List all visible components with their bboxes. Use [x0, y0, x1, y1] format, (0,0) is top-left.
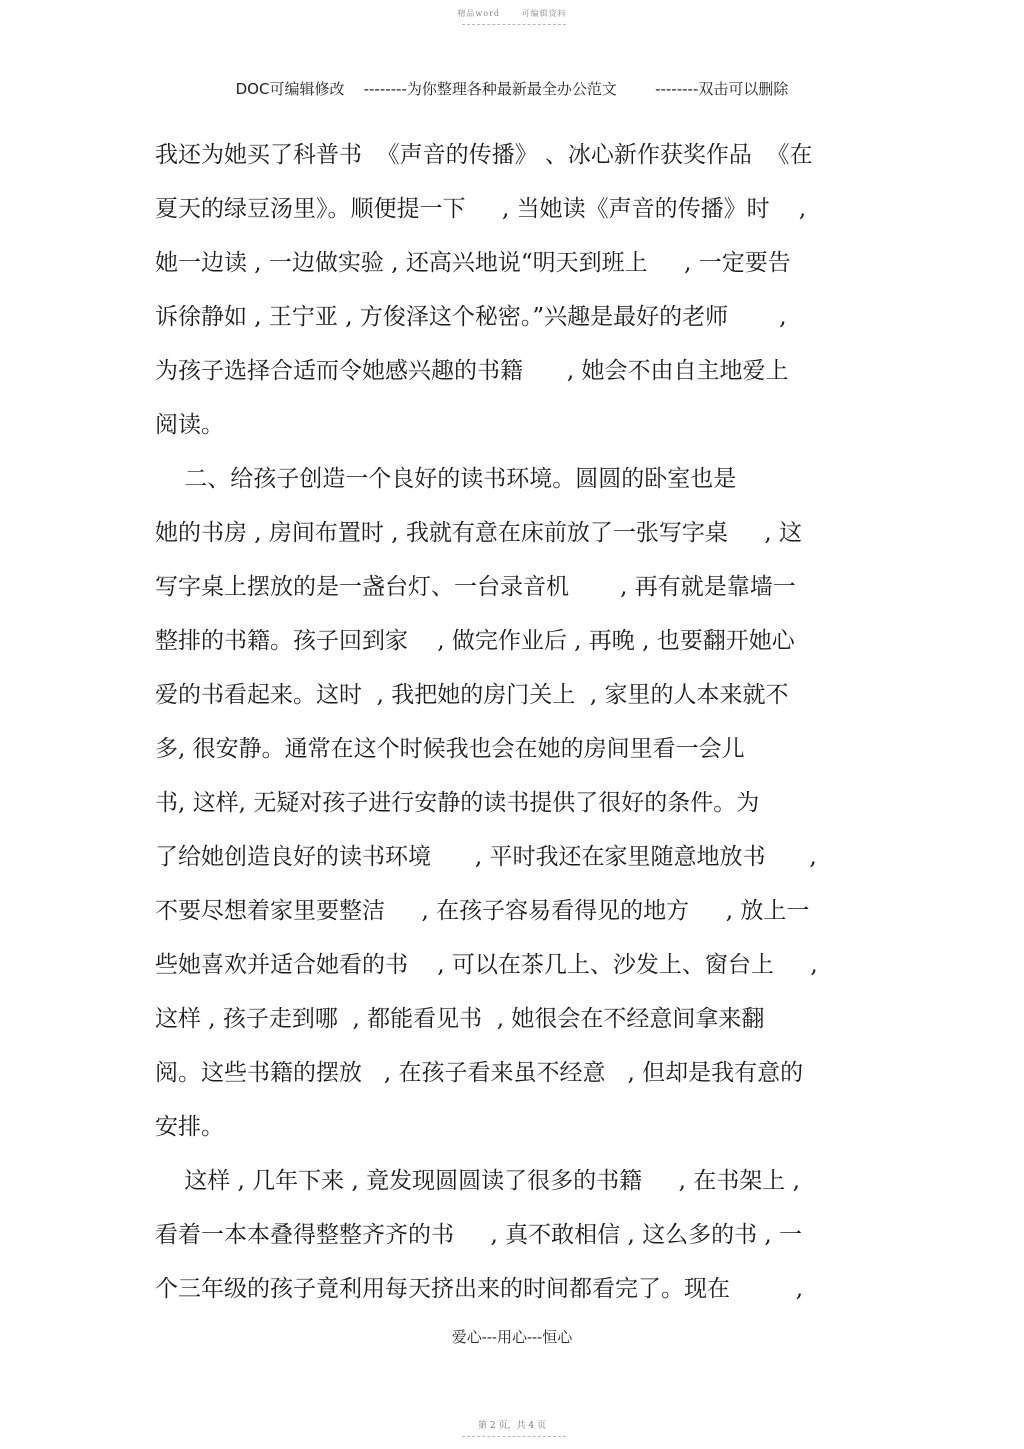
doc-banner	[0, 78, 1024, 99]
body-line: 诉徐静如 , 王宁亚 , 方俊泽这个秘密。”兴趣是最好的老师 ,	[155, 304, 787, 330]
banner-part-3: --------双击可以删除	[655, 80, 789, 98]
banner-part-2: --------为你整理各种最新最全办公范文	[363, 80, 617, 98]
watermark-left: 精品word	[457, 9, 501, 18]
watermark-right: 可编辑资料	[521, 9, 567, 18]
document-body	[155, 128, 875, 1316]
body-line: 二、给孩子创造一个良好的读书环境。圆圆的卧室也是	[155, 466, 737, 492]
body-line: 阅读。	[155, 412, 224, 438]
bottom-dashed-divider	[462, 1436, 566, 1437]
body-line: 为孩子选择合适而令她感兴趣的书籍 , 她会不由自主地爱上	[155, 358, 789, 384]
body-line: 多, 很安静。通常在这个时候我也会在她的房间里看一会儿	[155, 736, 745, 762]
page-number: 第 2 页，共 4 页	[478, 1421, 546, 1431]
body-line: 了给她创造良好的读书环境 , 平时我还在家里随意地放书 ,	[155, 844, 817, 870]
body-line: 些她喜欢并适合她看的书 , 可以在茶几上、沙发上、窗台上 ,	[155, 952, 818, 978]
body-line: 我还为她买了科普书 《声音的传播》 、冰心新作获奖作品 《在	[155, 142, 813, 168]
body-line: 整排的书籍。孩子回到家 , 做完作业后 , 再晚 , 也要翻开她心	[155, 628, 795, 654]
body-line: 个三年级的孩子竟利用每天挤出来的时间都看完了。现在 ,	[155, 1276, 804, 1302]
body-line: 写字桌上摆放的是一盏台灯、一台录音机 , 再有就是靠墙一	[155, 574, 796, 600]
body-line: 她的书房 , 房间布置时 , 我就有意在床前放了一张写字桌 , 这	[155, 520, 803, 546]
body-line: 爱的书看起来。这时 , 我把她的房门关上 , 家里的人本来就不	[155, 682, 789, 708]
body-line: 这样 , 孩子走到哪 , 都能看见书 , 她很会在不经意间拿来翻	[155, 1006, 765, 1032]
body-line: 看着一本本叠得整整齐齐的书 , 真不敢相信 , 这么多的书 , 一	[155, 1222, 803, 1248]
body-line: 安排。	[155, 1114, 224, 1140]
banner-part-1: DOC可编辑修改	[235, 80, 345, 98]
top-watermark	[0, 8, 1024, 19]
top-dashed-divider	[462, 24, 566, 25]
footer-motto: 爱心---用心---恒心	[451, 1328, 573, 1346]
body-line: 阅。这些书籍的摆放 , 在孩子看来虽不经意 , 但却是我有意的	[155, 1060, 804, 1086]
body-line: 这样 , 几年下来 , 竟发现圆圆读了很多的书籍 , 在书架上 ,	[155, 1168, 800, 1194]
body-line: 书, 这样, 无疑对孩子进行安静的读书提供了很好的条件。为	[155, 790, 760, 816]
body-line: 夏天的绿豆汤里》。顺便提一下 , 当她读《声音的传播》时 ,	[155, 196, 807, 222]
body-line: 不要尽想着家里要整洁 , 在孩子容易看得见的地方 , 放上一	[155, 898, 810, 924]
body-line: 她一边读 , 一边做实验 , 还高兴地说“明天到班上 , 一定要告	[155, 250, 791, 276]
